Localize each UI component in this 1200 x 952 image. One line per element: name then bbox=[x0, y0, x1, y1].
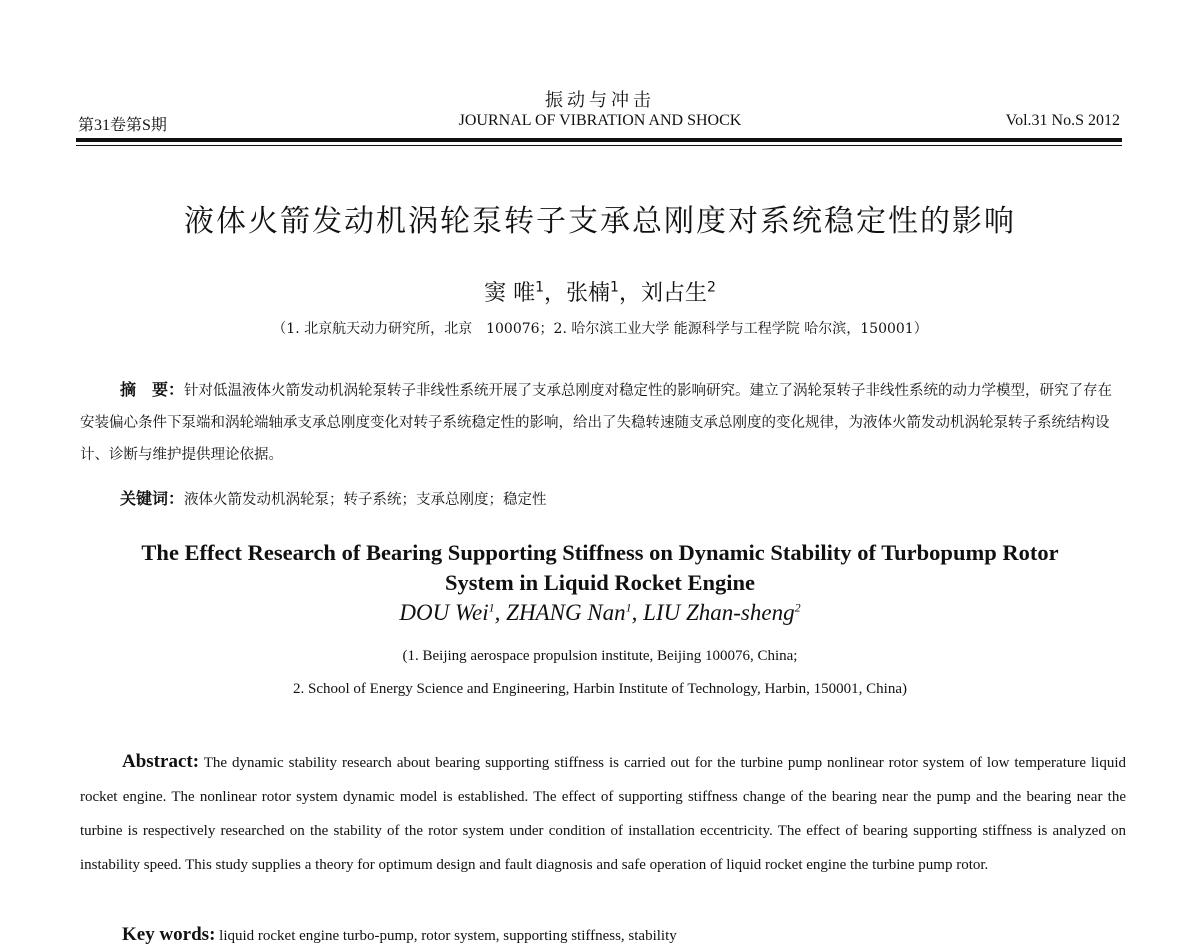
authors-cn bbox=[0, 276, 1200, 307]
paper-title-cn: 液体火箭发动机涡轮泵转子支承总刚度对系统稳定性的影响 bbox=[184, 204, 1016, 239]
paper-title-en bbox=[0, 538, 1200, 598]
abstract-cn-text: 针对低温液体火箭发动机涡轮泵转子非线性系统开展了支承总刚度对稳定性的影响研究。建立了涡轮泵转子非线性系统的动力学模型，研究了存在安装偏心条件下泵端和涡轮端轴承支承总刚度变化对转子系统稳定性的影响，给出了失稳转速随支承总刚度的变化规律，为液体火箭发动机涡轮泵转子系统结构设计、诊断与维护提供理论依据。 bbox=[80, 383, 1113, 463]
affiliation-en-1: (1. Beijing aerospace propulsion institute, Beijing 100076, China; bbox=[402, 648, 798, 664]
author-name: 张楠 bbox=[566, 281, 611, 306]
header-rule-thick bbox=[76, 138, 1122, 142]
author-separator: ， bbox=[544, 281, 567, 306]
author-name: LIU Zhan-sheng bbox=[643, 600, 795, 625]
affiliation-cn: （1. 北京航天动力研究所，北京 100076；2. 哈尔滨工业大学 能源科学与工程学院 哈尔滨，150001） bbox=[272, 321, 928, 337]
affiliation-en-2: 2. School of Energy Science and Engineering, Harbin Institute of Technology, Harbin, 150001, China) bbox=[293, 681, 907, 697]
volume-issue-cn: 第31卷第S期 bbox=[78, 117, 167, 134]
abstract-cn-label: 摘 要： bbox=[120, 380, 185, 399]
keywords-en bbox=[122, 924, 677, 946]
author-name: ZHANG Nan bbox=[506, 600, 626, 625]
author-name: 刘占生 bbox=[640, 281, 707, 306]
keywords-cn-label: 关键词： bbox=[120, 489, 185, 508]
author-name: 窦 唯 bbox=[484, 281, 536, 306]
abstract-en-text: The dynamic stability research about bearing supporting stiffness is carried out for the turbine pump nonlinear rotor system of low temperature liquid rocket engine. The nonlinear rotor system dynamic model is established. The effect of supporting stiffness change of the bearing near the pump and the bearing near the turbine is respectively researched on the stability of the rotor system under condition of installation eccentricity. The effect of bearing supporting stiffness is analyzed on instability speed. This study supplies a theory for optimum design and fault diagnosis and safe operation of liquid rocket engine the turbine pump rotor. bbox=[80, 755, 1126, 873]
journal-name-cn: 振动与冲击 bbox=[545, 90, 655, 110]
keywords-cn-text: 液体火箭发动机涡轮泵；转子系统；支承总刚度；稳定性 bbox=[184, 492, 547, 508]
author-separator: , bbox=[631, 600, 644, 625]
paper-title-en-line2: System in Liquid Rocket Engine bbox=[444, 570, 756, 595]
header-rule-thin bbox=[76, 145, 1122, 146]
author-affil-mark: 1 bbox=[535, 279, 544, 296]
abstract-en bbox=[80, 745, 1126, 882]
author-affil-mark: 1 bbox=[488, 600, 495, 615]
abstract-en-label: Abstract: bbox=[122, 751, 200, 772]
author-name: DOU Wei bbox=[399, 600, 489, 625]
author-affil-mark: 1 bbox=[610, 279, 619, 296]
volume-issue-en: Vol.31 No.S 2012 bbox=[1005, 112, 1120, 129]
keywords-en-text: liquid rocket engine turbo-pump, rotor system, supporting stiffness, stability bbox=[219, 928, 677, 944]
paper-title-en-line1: The Effect Research of Bearing Supporting Stiffness on Dynamic Stability of Turbopump Rotor bbox=[141, 540, 1059, 565]
abstract-cn bbox=[80, 374, 1126, 471]
author-affil-mark: 1 bbox=[625, 600, 632, 615]
author-affil-mark: 2 bbox=[794, 600, 801, 615]
authors-en bbox=[0, 600, 1200, 626]
author-separator: ， bbox=[618, 281, 641, 306]
author-affil-mark: 2 bbox=[706, 279, 716, 296]
keywords-cn bbox=[120, 486, 547, 509]
journal-name-en: JOURNAL OF VIBRATION AND SHOCK bbox=[458, 112, 742, 129]
keywords-en-label: Key words: bbox=[122, 924, 216, 945]
author-separator: , bbox=[494, 600, 507, 625]
